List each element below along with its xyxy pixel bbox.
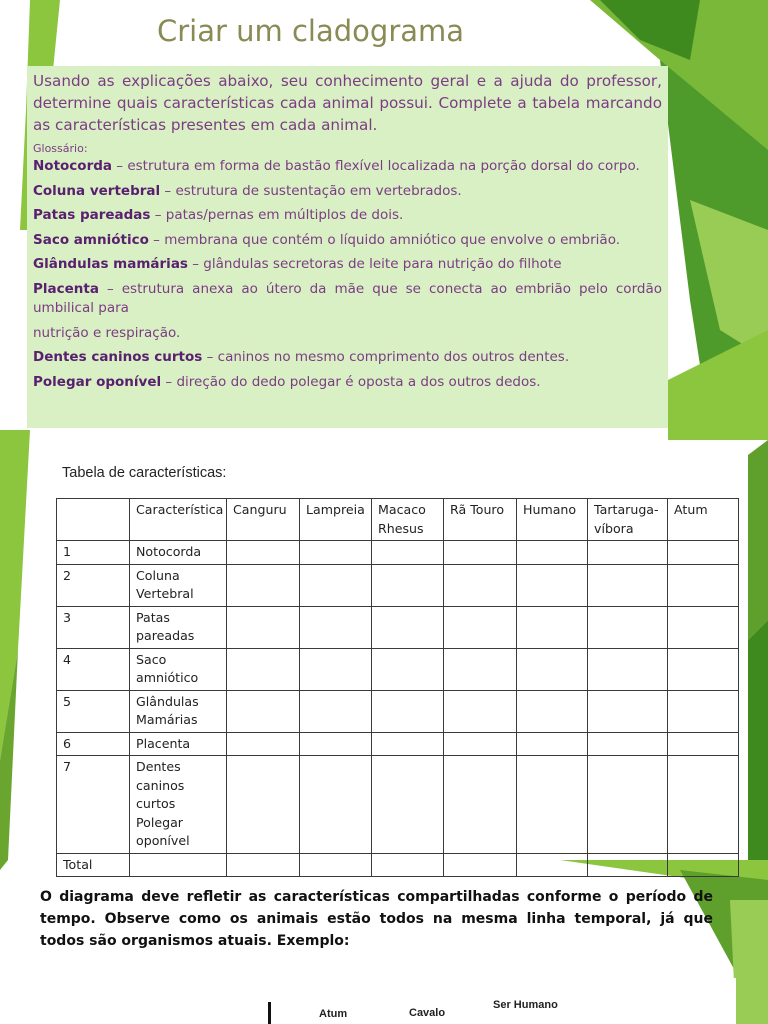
table-panel — [34, 455, 748, 872]
answer-cell[interactable] — [588, 756, 668, 854]
glossary-box — [27, 66, 668, 428]
definition-coluna-vertebral — [33, 182, 662, 202]
answer-cell[interactable] — [588, 606, 668, 648]
definition-text: – membrana que contém o líquido amniótico que envolve o embrião. — [148, 231, 621, 248]
feature-name: Dentes caninos curtos Polegar oponível — [130, 756, 227, 854]
answer-cell[interactable] — [372, 606, 444, 648]
example-label-cavalo: Cavalo — [409, 1007, 446, 1019]
page-title: Criar um cladograma — [157, 14, 465, 48]
definition-glandulas-mamarias — [33, 255, 662, 275]
row-number: 2 — [57, 564, 130, 606]
header-cell: Canguru — [227, 499, 300, 541]
feature-name: Patas pareadas — [130, 606, 227, 648]
term: Notocorda — [33, 158, 113, 174]
header-cell: Macaco Rhesus — [372, 499, 444, 541]
answer-cell[interactable] — [668, 732, 739, 756]
answer-cell[interactable] — [300, 648, 372, 690]
answer-cell[interactable] — [517, 541, 588, 565]
answer-cell[interactable] — [372, 564, 444, 606]
answer-cell[interactable] — [227, 606, 300, 648]
table-row — [57, 564, 739, 606]
answer-cell[interactable] — [372, 853, 444, 877]
header-cell: Atum — [668, 499, 739, 541]
answer-cell[interactable] — [444, 606, 517, 648]
definition-polegar-oponivel — [33, 373, 662, 393]
answer-cell[interactable] — [517, 606, 588, 648]
glossary-label: Glossário: — [33, 142, 88, 155]
answer-cell[interactable] — [444, 853, 517, 877]
diagram-instructions: O diagrama deve refletir as características compartilhadas conforme o período de tempo. Observe como os animais estão todos na mesma linha temporal, já que todos são organismos atuais. Exemplo: — [40, 889, 713, 949]
term: Patas pareadas — [33, 207, 151, 223]
answer-cell[interactable] — [517, 690, 588, 732]
term: Placenta — [33, 280, 99, 297]
features-table — [56, 498, 739, 877]
row-number: 7 — [57, 756, 130, 854]
header-cell: Característica — [130, 499, 227, 541]
answer-cell[interactable] — [668, 690, 739, 732]
answer-cell[interactable] — [444, 732, 517, 756]
answer-cell[interactable] — [372, 732, 444, 756]
feature-name: Placenta — [130, 732, 227, 756]
definition-placenta-continued — [33, 324, 662, 344]
example-label-ser-humano: Ser Humano — [493, 999, 558, 1011]
row-number: Total — [57, 853, 130, 877]
answer-cell[interactable] — [372, 756, 444, 854]
term: Glândulas mamárias — [33, 256, 188, 272]
definition-text: nutrição e respiração. — [33, 324, 181, 341]
answer-cell[interactable] — [300, 853, 372, 877]
header-cell: Rã Touro — [444, 499, 517, 541]
intro-text: Usando as explicações abaixo, seu conhecimento geral e a ajuda do professor, determine quais características cada animal possui. Complete a tabela marcando as características presentes em cada animal. — [33, 72, 662, 134]
row-number: 1 — [57, 541, 130, 565]
definition-text: – estrutura anexa ao útero da mãe que se conecta ao embrião pelo cordão umbilical para — [33, 280, 662, 316]
definition-notocorda — [33, 157, 662, 177]
definition-text: – caninos no mesmo comprimento dos outros dentes. — [202, 349, 570, 365]
feature-name: Glândulas Mamárias — [130, 690, 227, 732]
definition-text: – estrutura de sustentação em vertebrados. — [160, 182, 462, 199]
answer-cell[interactable] — [300, 732, 372, 756]
answer-cell[interactable] — [444, 756, 517, 854]
answer-cell[interactable] — [517, 564, 588, 606]
answer-cell[interactable] — [444, 690, 517, 732]
header-cell: Tartaruga-víbora — [588, 499, 668, 541]
answer-cell[interactable] — [227, 648, 300, 690]
answer-cell[interactable] — [444, 541, 517, 565]
answer-cell[interactable] — [300, 606, 372, 648]
header-cell: Humano — [517, 499, 588, 541]
header-cell: Lampreia — [300, 499, 372, 541]
answer-cell[interactable] — [517, 756, 588, 854]
definition-text: – direção do dedo polegar é oposta a dos outros dedos. — [161, 373, 541, 390]
timeline-line — [268, 1002, 271, 1024]
row-number: 3 — [57, 606, 130, 648]
answer-cell[interactable] — [227, 564, 300, 606]
answer-cell[interactable] — [227, 853, 300, 877]
answer-cell[interactable] — [668, 853, 739, 877]
header-cell — [57, 499, 130, 541]
table-row — [57, 732, 739, 756]
answer-cell[interactable] — [517, 732, 588, 756]
answer-cell[interactable] — [588, 648, 668, 690]
answer-cell[interactable] — [227, 541, 300, 565]
term: Polegar oponível — [33, 373, 162, 390]
answer-cell[interactable] — [372, 690, 444, 732]
feature-name: Notocorda — [130, 541, 227, 565]
example-cladogram — [66, 978, 736, 1024]
answer-cell[interactable] — [227, 756, 300, 854]
definition-patas-pareadas — [33, 206, 662, 226]
table-header-row — [57, 499, 739, 541]
answer-cell[interactable] — [444, 648, 517, 690]
feature-name: Coluna Vertebral — [130, 564, 227, 606]
answer-cell[interactable] — [588, 853, 668, 877]
answer-cell[interactable] — [517, 853, 588, 877]
row-number: 4 — [57, 648, 130, 690]
term: Coluna vertebral — [33, 182, 161, 199]
answer-cell[interactable] — [668, 541, 739, 565]
answer-cell[interactable] — [517, 648, 588, 690]
answer-cell[interactable] — [444, 564, 517, 606]
answer-cell[interactable] — [588, 564, 668, 606]
row-number: 5 — [57, 690, 130, 732]
definition-text: – patas/pernas em múltiplos de dois. — [150, 207, 404, 223]
answer-cell[interactable] — [668, 756, 739, 854]
row-number: 6 — [57, 732, 130, 756]
answer-cell[interactable] — [300, 541, 372, 565]
answer-cell[interactable] — [668, 648, 739, 690]
definition-text: – estrutura em forma de bastão flexível localizada na porção dorsal do corpo. — [112, 158, 640, 174]
answer-cell[interactable] — [588, 690, 668, 732]
definition-dentes-caninos-curtos — [33, 348, 662, 368]
answer-cell[interactable] — [668, 606, 739, 648]
example-label-atum: Atum — [319, 1008, 348, 1020]
answer-cell[interactable] — [588, 732, 668, 756]
definition-saco-amniotico — [33, 231, 662, 251]
table-row — [57, 606, 739, 648]
answer-cell[interactable] — [227, 732, 300, 756]
answer-cell[interactable] — [372, 541, 444, 565]
answer-cell[interactable] — [300, 690, 372, 732]
answer-cell[interactable] — [668, 564, 739, 606]
answer-cell[interactable] — [588, 541, 668, 565]
table-row — [57, 541, 739, 565]
table-row — [57, 756, 739, 854]
table-title: Tabela de características: — [62, 465, 227, 481]
answer-cell[interactable] — [300, 756, 372, 854]
definition-text: – glândulas secretoras de leite para nutrição do filhote — [187, 256, 562, 272]
feature-name: Saco amniótico — [130, 648, 227, 690]
table-row-total — [57, 853, 739, 877]
term: Dentes caninos curtos — [33, 349, 203, 365]
answer-cell[interactable] — [227, 690, 300, 732]
term: Saco amniótico — [33, 231, 149, 248]
answer-cell[interactable] — [300, 564, 372, 606]
answer-cell[interactable] — [372, 648, 444, 690]
table-row — [57, 690, 739, 732]
definition-placenta — [33, 280, 662, 319]
table-row — [57, 648, 739, 690]
feature-name — [130, 853, 227, 877]
